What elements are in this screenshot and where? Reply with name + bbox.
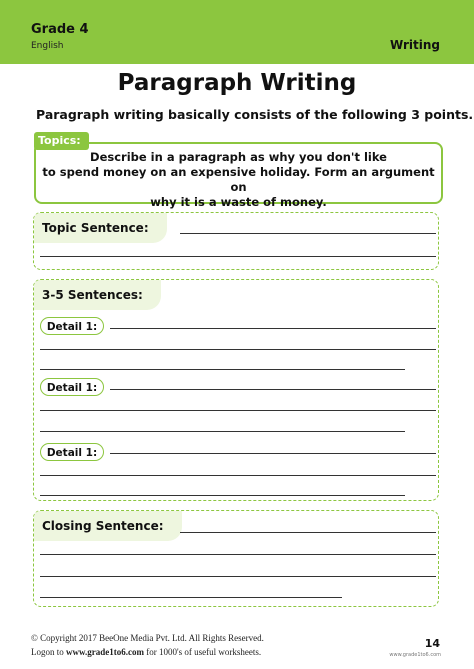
logon-prefix: Logon to xyxy=(31,647,64,657)
topics-text xyxy=(34,150,443,210)
page-number: 14 xyxy=(424,637,440,650)
page-title: Paragraph Writing xyxy=(117,70,357,96)
writing-line[interactable] xyxy=(40,349,436,350)
writing-line[interactable] xyxy=(40,475,436,476)
topics-line: Describe in a paragraph as why you don't like xyxy=(90,150,387,164)
writing-line[interactable] xyxy=(110,453,436,454)
topic-sentence-section xyxy=(33,212,439,270)
topics-line: why it is a waste of money. xyxy=(150,195,327,209)
writing-line[interactable] xyxy=(40,495,405,496)
site-link[interactable]: www.grade1to6.com xyxy=(66,647,144,657)
worksheet-type-label: Writing xyxy=(389,38,440,52)
writing-line[interactable] xyxy=(40,369,405,370)
grade-label: Grade 4 xyxy=(31,22,89,37)
writing-line[interactable] xyxy=(180,532,436,533)
writing-line[interactable] xyxy=(40,554,436,555)
detail-pill: Detail 1: xyxy=(40,443,104,461)
subject-label: English xyxy=(31,41,64,51)
writing-line[interactable] xyxy=(40,431,405,432)
writing-line[interactable] xyxy=(40,597,342,598)
sentences-label: 3-5 Sentences: xyxy=(34,280,161,310)
logon-text xyxy=(31,647,261,657)
topics-label: Topics: xyxy=(34,132,89,150)
intro-text: Paragraph writing basically consists of the following 3 points. xyxy=(36,107,474,122)
writing-line[interactable] xyxy=(110,328,436,329)
copyright-text: © Copyright 2017 BeeOne Media Pvt. Ltd. All Rights Reserved. xyxy=(31,633,264,643)
writing-line[interactable] xyxy=(180,233,436,234)
closing-sentence-label: Closing Sentence: xyxy=(34,511,182,541)
writing-line[interactable] xyxy=(40,256,436,257)
closing-sentence-section xyxy=(33,510,439,607)
writing-line[interactable] xyxy=(40,576,436,577)
writing-line[interactable] xyxy=(110,389,436,390)
logon-suffix: for 1000's of useful worksheets. xyxy=(146,647,262,657)
topic-sentence-label: Topic Sentence: xyxy=(34,213,167,243)
detail-pill: Detail 1: xyxy=(40,378,104,396)
detail-pill: Detail 1: xyxy=(40,317,104,335)
site-watermark: www.grade1to6.com xyxy=(389,652,441,658)
header-bar xyxy=(0,0,474,64)
writing-line[interactable] xyxy=(40,410,436,411)
topics-line: to spend money on an expensive holiday. Form an argument on xyxy=(42,165,435,194)
